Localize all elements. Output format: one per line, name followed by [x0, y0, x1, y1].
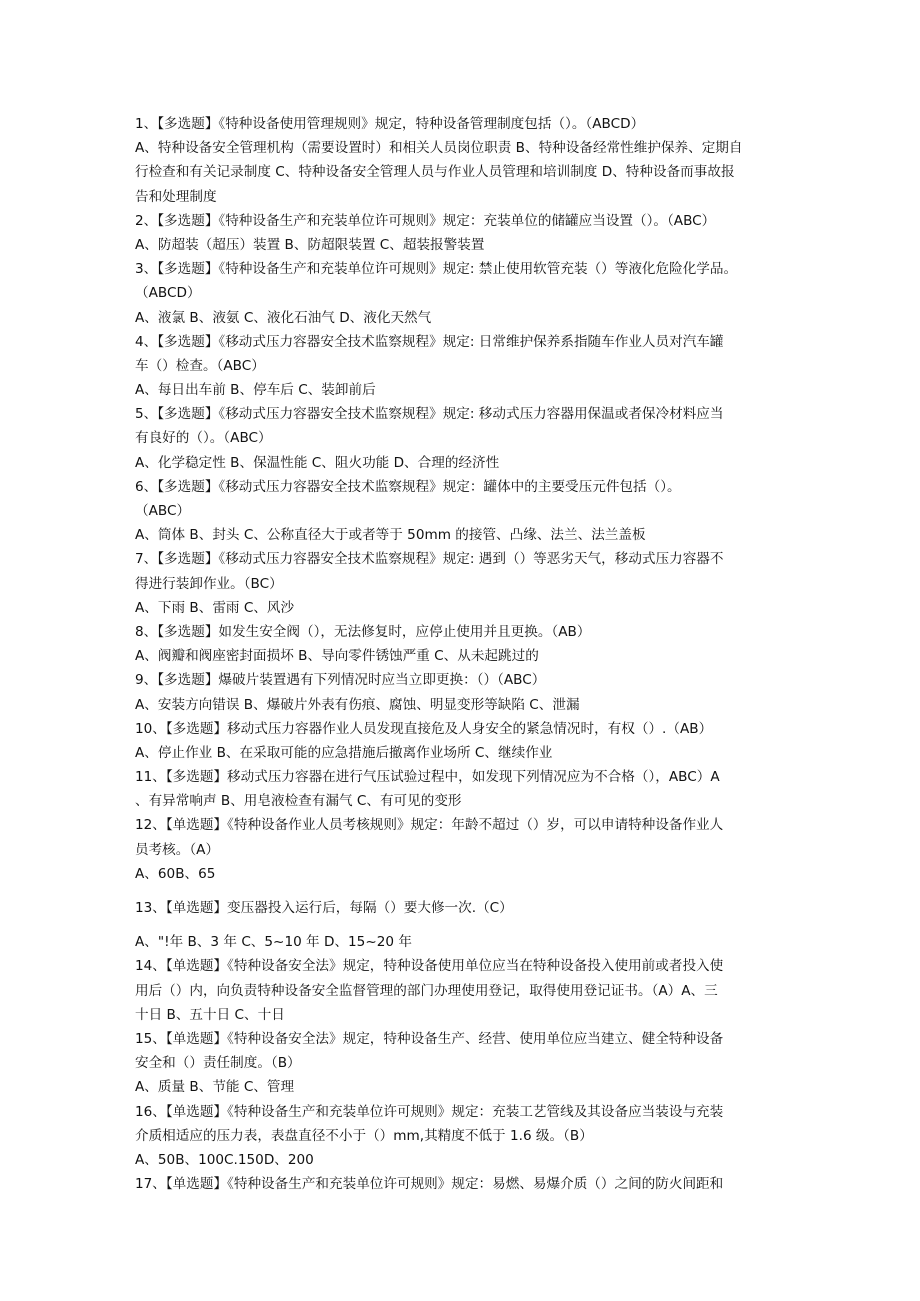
- text-line: 1、【多选题】《特种设备使用管理规则》规定，特种设备管理制度包括（）。（ABCD）: [135, 116, 645, 132]
- text-line: A、60B、65: [135, 865, 216, 882]
- text-line: 13、【单选题】变压器投入运行后，每隔（）要大修一次.（C）: [135, 900, 513, 916]
- text-line: 用后（）内，向负责特种设备安全监督管理的部门办理使用登记，取得使用登记证书。（A）A、三: [135, 982, 718, 999]
- text-line: 介质相适应的压力表，表盘直径不小于（）mm,其精度不低于 1.6 级。（B）: [135, 1127, 593, 1144]
- text-line: A、下雨 B、雷雨 C、风沙: [135, 599, 295, 616]
- text-line: （ABC）: [135, 503, 191, 519]
- text-line: 告和处理制度: [135, 188, 217, 205]
- text-line: A、停止作业 B、在采取可能的应急措施后撤离作业场所 C、继续作业: [135, 744, 553, 761]
- text-line: 5、【多选题】《移动式压力容器安全技术监察规程》规定: 移动式压力容器用保温或者保冷材料应当: [135, 406, 724, 423]
- text-line: A、防超装（超压）装置 B、防超限装置 C、超装报警装置: [135, 236, 485, 253]
- text-line: 10、【多选题】移动式压力容器作业人员发现直接危及人身安全的紧急情况时，有权（）.（AB）: [135, 720, 713, 737]
- text-line: 12、【单选题】《特种设备作业人员考核规则》规定：年龄不超过（）岁，可以申请特种设备作业人: [135, 817, 724, 834]
- text-line: 8、【多选题】如发生安全阀（），无法修复时，应停止使用并且更换。（AB）: [135, 623, 591, 640]
- text-line: A、化学稳定性 B、保温性能 C、阻火功能 D、合理的经济性: [135, 454, 500, 471]
- text-line: 、有异常响声 B、用皂液检查有漏气 C、有可见的变形: [135, 793, 462, 810]
- text-line: 15、【单选题】《特种设备安全法》规定，特种设备生产、经营、使用单位应当建立、健全特种设备: [135, 1030, 724, 1047]
- text-line: A、"!年 B、3 年 C、5~10 年 D、15~20 年: [135, 934, 412, 951]
- text-line: 2、【多选题】《特种设备生产和充装单位许可规则》规定：充装单位的储罐应当设置（）。（ABC）: [135, 212, 716, 229]
- text-line: 行检查和有关记录制度 C、特种设备安全管理人员与作业人员管理和培训制度 D、特种设备而事故报: [135, 164, 735, 181]
- text-line: 14、【单选题】《特种设备安全法》规定，特种设备使用单位应当在特种设备投入使用前或者投入使: [135, 958, 724, 975]
- text-line: A、安装方向错误 B、爆破片外表有伤痕、腐蚀、明显变形等缺陷 C、泄漏: [135, 696, 580, 713]
- text-line: A、50B、100C.150D、200: [135, 1151, 314, 1168]
- text-line: A、液氯 B、液氨 C、液化石油气 D、液化天然气: [135, 309, 432, 326]
- text-line: 7、【多选题】《移动式压力容器安全技术监察规程》规定: 遇到（）等恶劣天气，移动式压力容器不: [135, 551, 724, 568]
- text-line: 车（）检查。（ABC）: [135, 357, 265, 374]
- text-line: 11、【多选题】移动式压力容器在进行气压试验过程中，如发现下列情况应为不合格（），ABC）A: [135, 769, 720, 786]
- text-line: 4、【多选题】《移动式压力容器安全技术监察规程》规定: 日常维护保养系指随车作业人员对汽车罐: [135, 333, 724, 350]
- text-line: A、筒体 B、封头 C、公称直径大于或者等于 50mm 的接管、凸缘、法兰、法兰盖板: [135, 527, 646, 544]
- text-line: A、特种设备安全管理机构（需要设置时）和相关人员岗位职责 B、特种设备经常性维护保养、定期自: [135, 140, 743, 157]
- text-line: A、质量 B、节能 C、管理: [135, 1079, 295, 1096]
- text-line: A、阀瓣和阀座密封面损坏 B、导向零件锈蚀严重 C、从未起跳过的: [135, 648, 539, 665]
- text-line: 员考核。（A）: [135, 841, 220, 858]
- text-line: 17、【单选题】《特种设备生产和充装单位许可规则》规定：易燃、易爆介质（）之间的防火间距和: [135, 1176, 724, 1193]
- text-line: A、每日出车前 B、停车后 C、装卸前后: [135, 382, 376, 399]
- text-line: 6、【多选题】《移动式压力容器安全技术监察规程》规定：罐体中的主要受压元件包括（）。: [135, 478, 681, 495]
- text-line: 16、【单选题】《特种设备生产和充装单位许可规则》规定：充装工艺管线及其设备应当装设与充装: [135, 1103, 724, 1120]
- text-line: 9、【多选题】爆破片装置遇有下列情况时应当立即更换：（）（ABC）: [135, 672, 546, 689]
- text-line: 安全和（）责任制度。（B）: [135, 1055, 301, 1072]
- text-line: 3、【多选题】《特种设备生产和充装单位许可规则》规定: 禁止使用软管充装（）等液化危险化学品。: [135, 261, 738, 278]
- text-line: （ABCD）: [135, 285, 201, 302]
- text-line: 得进行装卸作业。（BC）: [135, 575, 283, 592]
- text-line: 十日 B、五十日 C、十日: [135, 1006, 285, 1023]
- text-line: 有良好的（）。（ABC）: [135, 430, 272, 447]
- document-page: [135, 112, 787, 1196]
